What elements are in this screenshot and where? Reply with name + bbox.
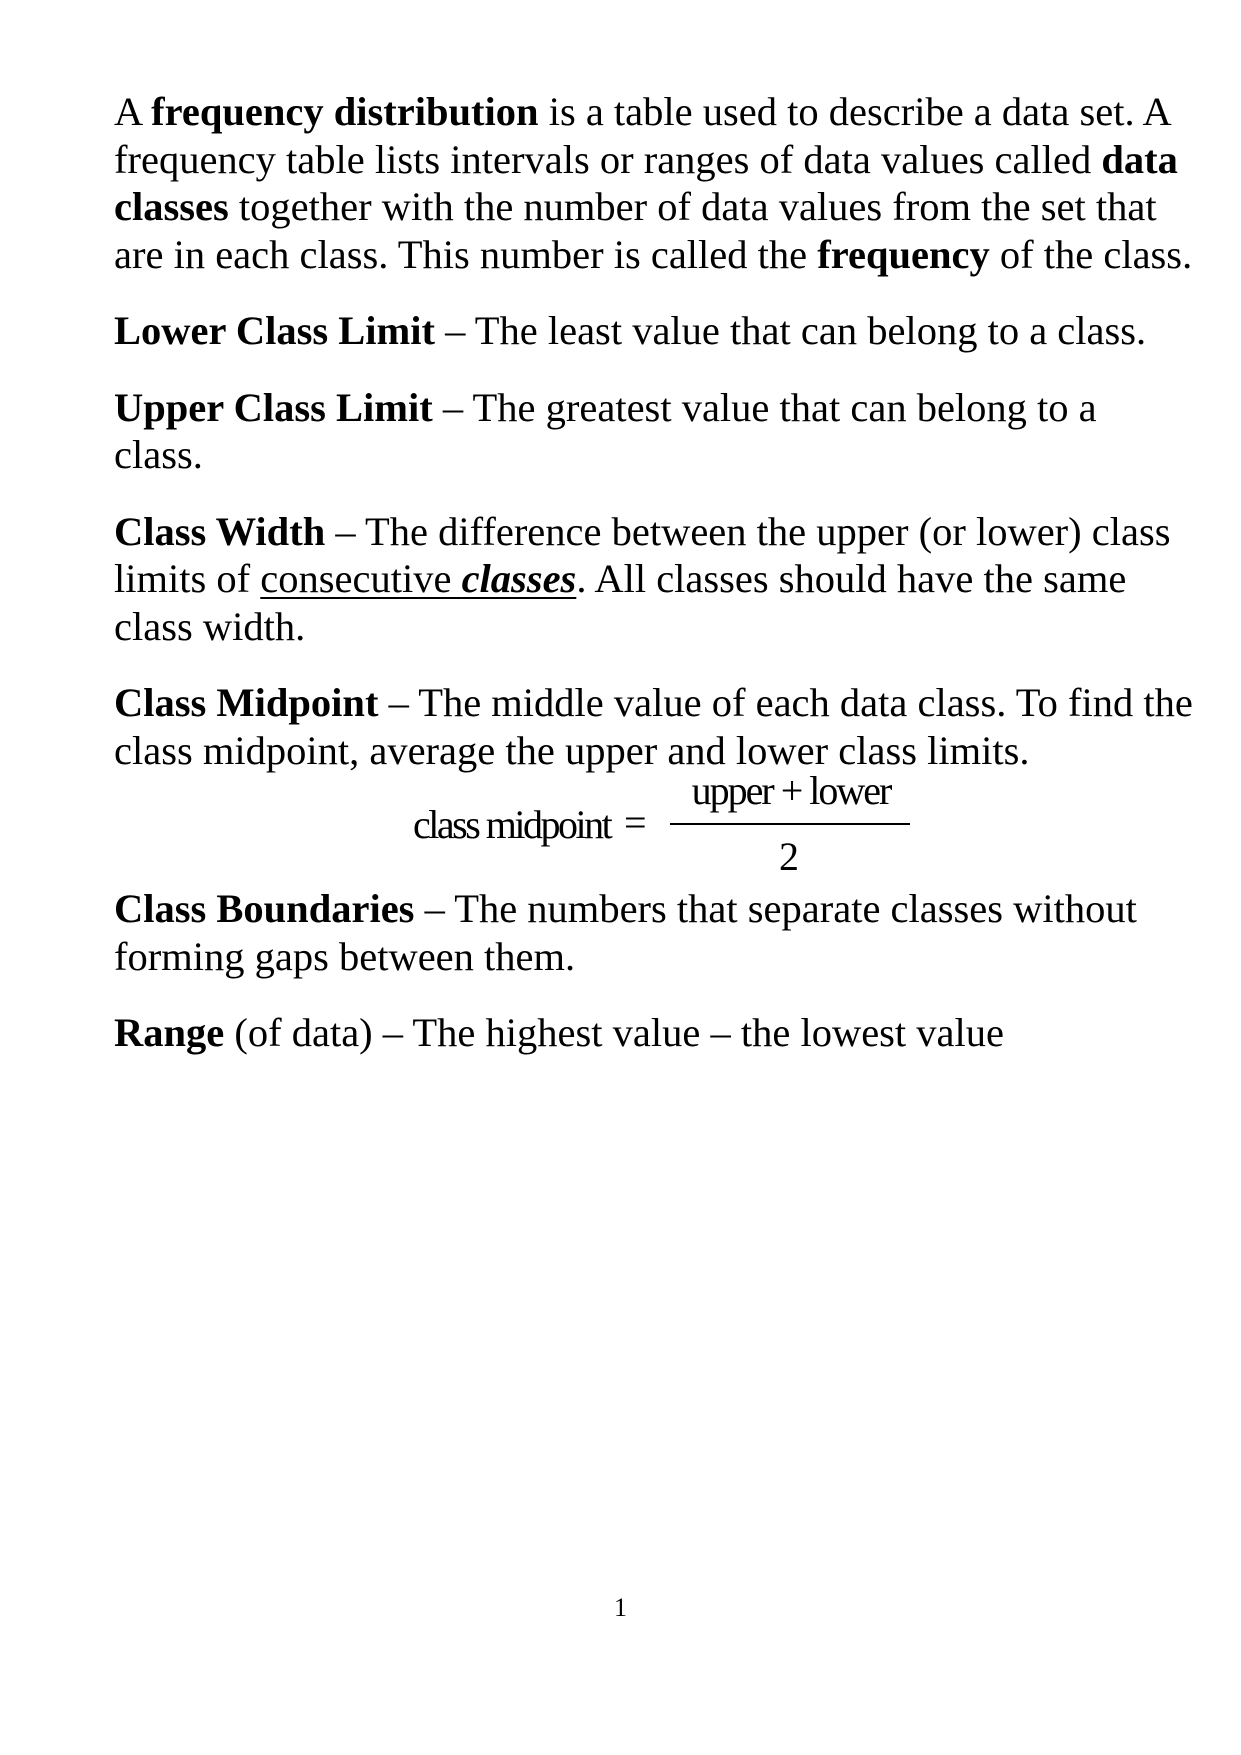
- definition-term: Upper Class Limit: [114, 384, 433, 430]
- definition-text: – The greatest value that can belong to a class.: [114, 384, 1097, 477]
- page-number: 1: [614, 1593, 627, 1622]
- formula-equals: =: [624, 800, 647, 845]
- intro-text-4: of the class.: [989, 231, 1193, 277]
- definition-term: Lower Class Limit: [114, 308, 435, 353]
- formula-denominator: 2: [779, 834, 799, 879]
- definition-text-after: . All classes should have the same class width.: [114, 556, 1127, 649]
- definition-lower-class-limit: [114, 307, 1194, 355]
- definition-term: Class Width: [114, 508, 326, 554]
- definition-term: Class Boundaries: [114, 886, 415, 931]
- intro-text-1: A: [114, 89, 152, 134]
- intro-text-2: is a table used to describe a data set. A frequency table lists intervals or ranges of data values called: [114, 89, 1170, 182]
- definition-text: – The difference between the upper (or lower) class limits of: [114, 508, 1171, 601]
- formula-lhs: class midpoint: [413, 802, 611, 847]
- intro-paragraph: [114, 88, 1194, 278]
- definition-class-midpoint: [114, 679, 1194, 774]
- underlined-word: consecutive: [260, 556, 462, 601]
- underlined-phrase: [260, 556, 576, 601]
- definition-text: (of data) – The highest value – the lowest value: [224, 1010, 1005, 1055]
- formula-numerator: upper + lower: [691, 768, 891, 813]
- fraction-bar: [670, 823, 910, 825]
- definition-text: – The least value that can belong to a class.: [435, 308, 1147, 353]
- term-frequency-distribution: frequency distribution: [151, 89, 539, 134]
- intro-text-3: together with the number of data values from the set that are in each class. This number is called the: [114, 184, 1157, 277]
- midpoint-formula: [114, 768, 1194, 885]
- definition-class-boundaries: [114, 885, 1194, 980]
- term-frequency: frequency: [817, 231, 990, 277]
- definition-term: Class Midpoint: [114, 680, 379, 725]
- definition-range: [114, 1009, 1194, 1057]
- definition-text: – The numbers that separate classes without forming gaps between them.: [114, 886, 1137, 979]
- emphasized-classes: classes: [461, 556, 577, 601]
- document-body: [114, 88, 1194, 1086]
- definition-upper-class-limit: [114, 384, 1194, 479]
- definition-class-width: [114, 508, 1194, 651]
- term-data-classes: data classes: [114, 136, 1178, 229]
- definition-term: Range: [114, 1010, 225, 1055]
- definition-text: – The middle value of each data class. To find the class midpoint, average the upper and lower class limits.: [114, 680, 1193, 773]
